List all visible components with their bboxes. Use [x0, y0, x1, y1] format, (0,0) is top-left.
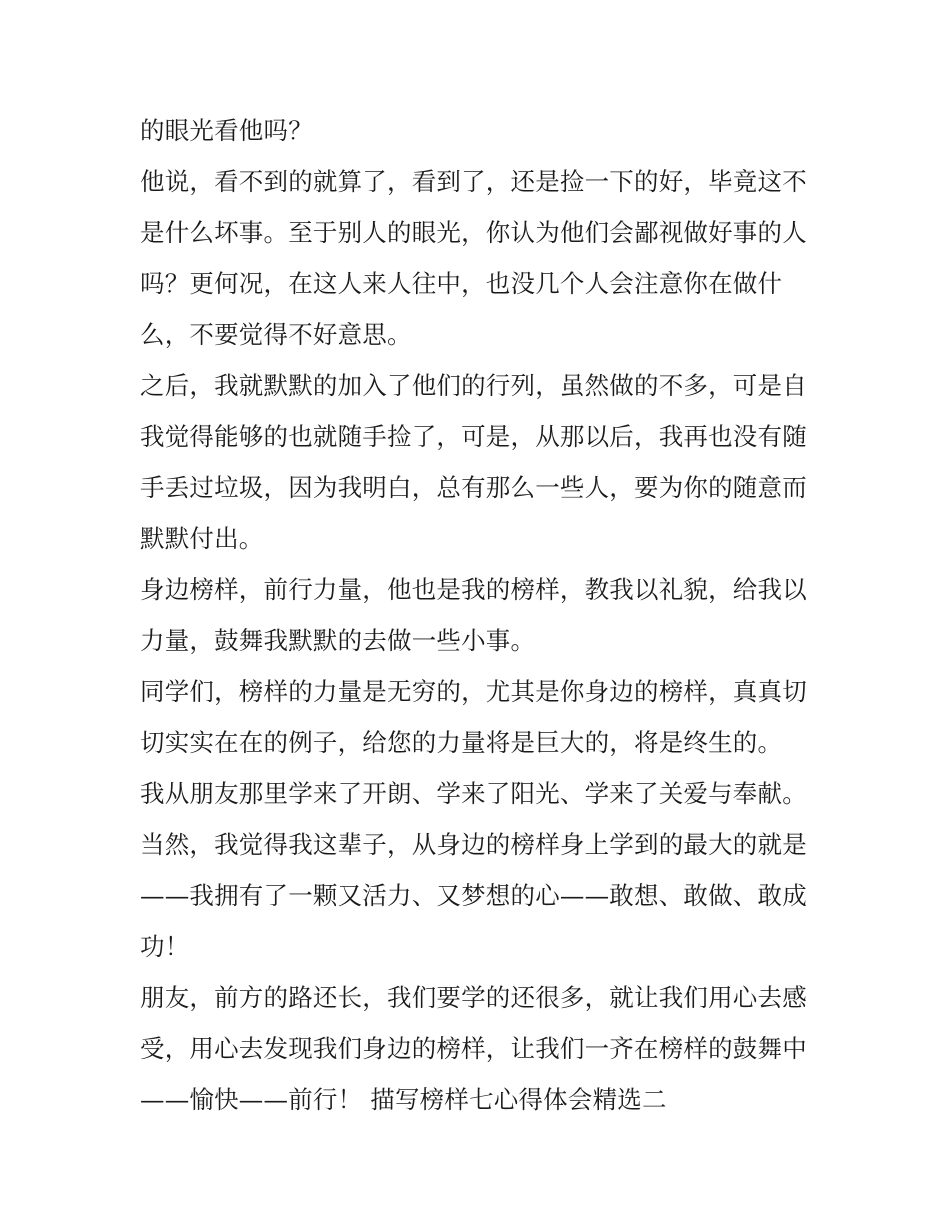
text-line: 的眼光看他吗？ [140, 116, 313, 145]
text-line: 身边榜样，前行力量，他也是我的榜样，教我以礼貌，给我以 [140, 575, 807, 604]
document-body [140, 105, 820, 1125]
text-line: 力量，鼓舞我默默的去做一些小事。 [140, 626, 536, 655]
text-line: 当然，我觉得我这辈子，从身边的榜样身上学到的最大的就是 [140, 830, 807, 859]
text-line: 受，用心去发现我们身边的榜样，让我们一齐在榜样的鼓舞中 [140, 1034, 807, 1063]
text-line: 默默付出。 [140, 524, 264, 553]
text-line: 之后，我就默默的加入了他们的行列，虽然做的不多，可是自 [140, 371, 807, 400]
text-line: 功！ [140, 932, 190, 961]
text-line: ——愉快——前行！ 描写榜样七心得体会精选二 [140, 1085, 667, 1114]
text-line: 同学们，榜样的力量是无穷的，尤其是你身边的榜样，真真切 [140, 677, 807, 706]
text-line: 切实实在在的例子，给您的力量将是巨大的，将是终生的。 [140, 728, 783, 757]
text-line: ——我拥有了一颗又活力、又梦想的心——敢想、敢做、敢成 [140, 881, 807, 910]
text-line: 手丢过垃圾，因为我明白，总有那么一些人，要为你的随意而 [140, 473, 807, 502]
text-line: 么，不要觉得不好意思。 [140, 320, 412, 349]
text-line: 朋友，前方的路还长，我们要学的还很多，就让我们用心去感 [140, 983, 807, 1012]
text-line: 我觉得能够的也就随手捡了，可是，从那以后，我再也没有随 [140, 422, 807, 451]
text-line: 他说，看不到的就算了，看到了，还是捡一下的好，毕竟这不 [140, 167, 807, 196]
text-line: 我从朋友那里学来了开朗、学来了阳光、学来了关爱与奉献。 [140, 779, 807, 808]
text-line: 是什么坏事。至于别人的眼光，你认为他们会鄙视做好事的人 [140, 218, 807, 247]
text-line: 吗？更何况，在这人来人往中，也没几个人会注意你在做什 [140, 269, 783, 298]
